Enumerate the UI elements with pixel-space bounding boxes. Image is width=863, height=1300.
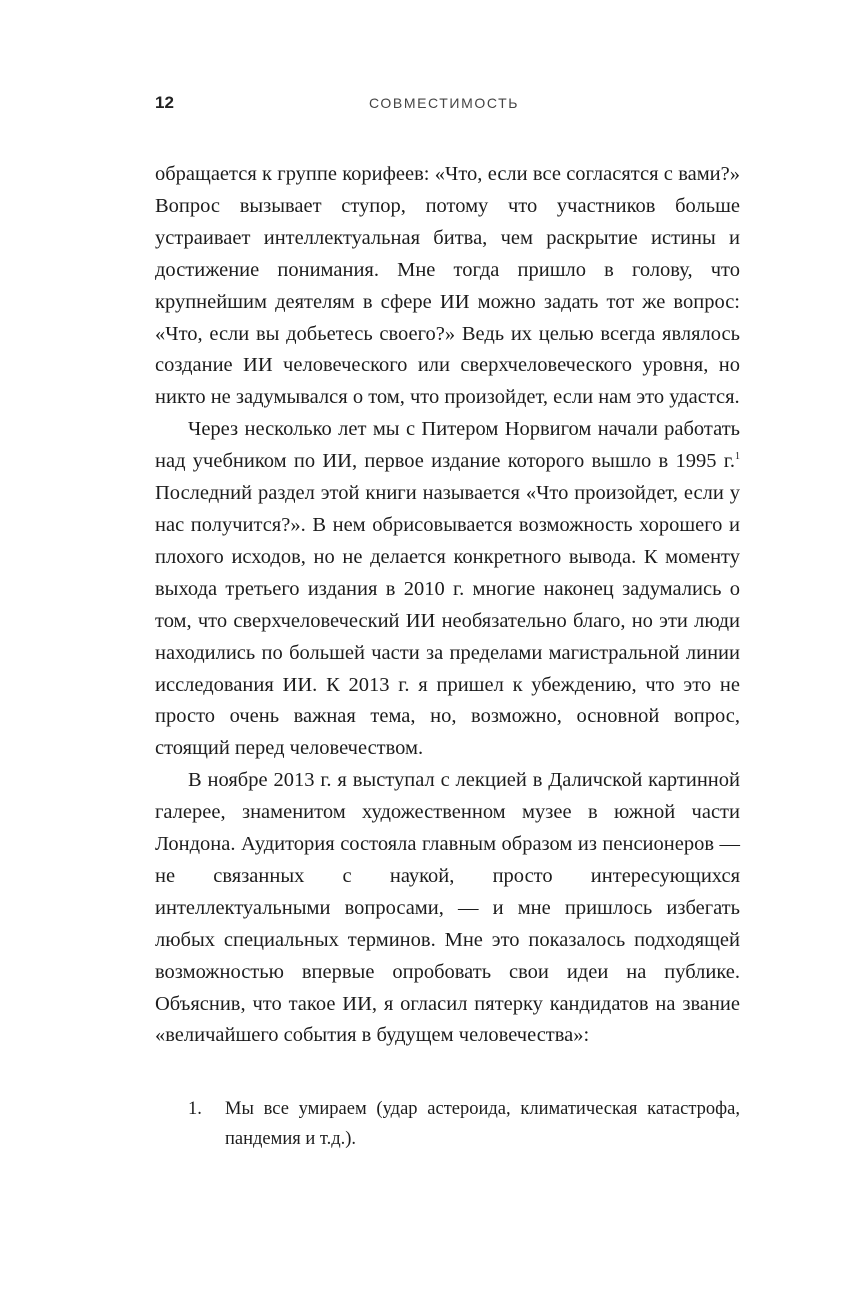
footnote-ref-1[interactable]: 1 (735, 451, 740, 463)
paragraph-2-part-1: Через несколько лет мы с Питером Норвигом начали работать над учебником по ИИ, первое издание которого вышло в 1995 г. (155, 418, 740, 473)
paragraph-2 (155, 414, 740, 765)
list-item (155, 1094, 740, 1154)
list-item-text: Мы все умираем (удар астероида, климатическая катастрофа, пандемия и т.д.). (225, 1099, 740, 1149)
body-text (155, 159, 740, 1052)
running-title: СОВМЕСТИМОСТЬ (369, 95, 520, 111)
numbered-list (155, 1094, 740, 1154)
paragraph-1: обращается к группе корифеев: «Что, если все согласятся с вами?» Вопрос вызывает ступор, потому что участников больше устраивает интеллектуальная битва, чем раскрытие истины и достижение понимания. Мне тогда пришло в голову, что крупнейшим деятелям в сфере ИИ можно задать тот же вопрос: «Что, если вы добьетесь своего?» Ведь их целью всегда являлось создание ИИ человеческого или сверхчеловеческого уровня, но никто не задумывался о том, что произойдет, если нам это удастся. (155, 163, 740, 409)
paragraph-2-part-2: Последний раздел этой книги называется «Что произойдет, если у нас получится?». В нем обрисовывается возможность хорошего и плохого исходов, но не делается конкретного вывода. К моменту выхода третьего издания в 2010 г. многие наконец задумались о том, что сверхчеловеческий ИИ необязательно благо, но эти люди находились по большей части за пределами магистральной линии исследования ИИ. К 2013 г. я пришел к убеждению, что это не просто очень важная тема, но, возможно, основной вопрос, стоящий перед человечеством. (155, 482, 740, 760)
list-item-number: 1. (188, 1099, 202, 1119)
page-number: 12 (155, 93, 174, 112)
paragraph-3: В ноябре 2013 г. я выступал с лекцией в Даличской картинной галерее, знаменитом художественном музее в южной части Лондона. Аудитория состояла главным образом из пенсионеров — не связанных с наукой, просто интересующихся интеллектуальными вопросами, — и мне пришлось избегать любых специальных терминов. Мне это показалось подходящей возможностью впервые опробовать свои идеи на публике. Объяснив, что такое ИИ, я огласил пятерку кандидатов на звание «величайшего события в будущем человечества»: (155, 769, 740, 1047)
page-header (155, 93, 740, 123)
